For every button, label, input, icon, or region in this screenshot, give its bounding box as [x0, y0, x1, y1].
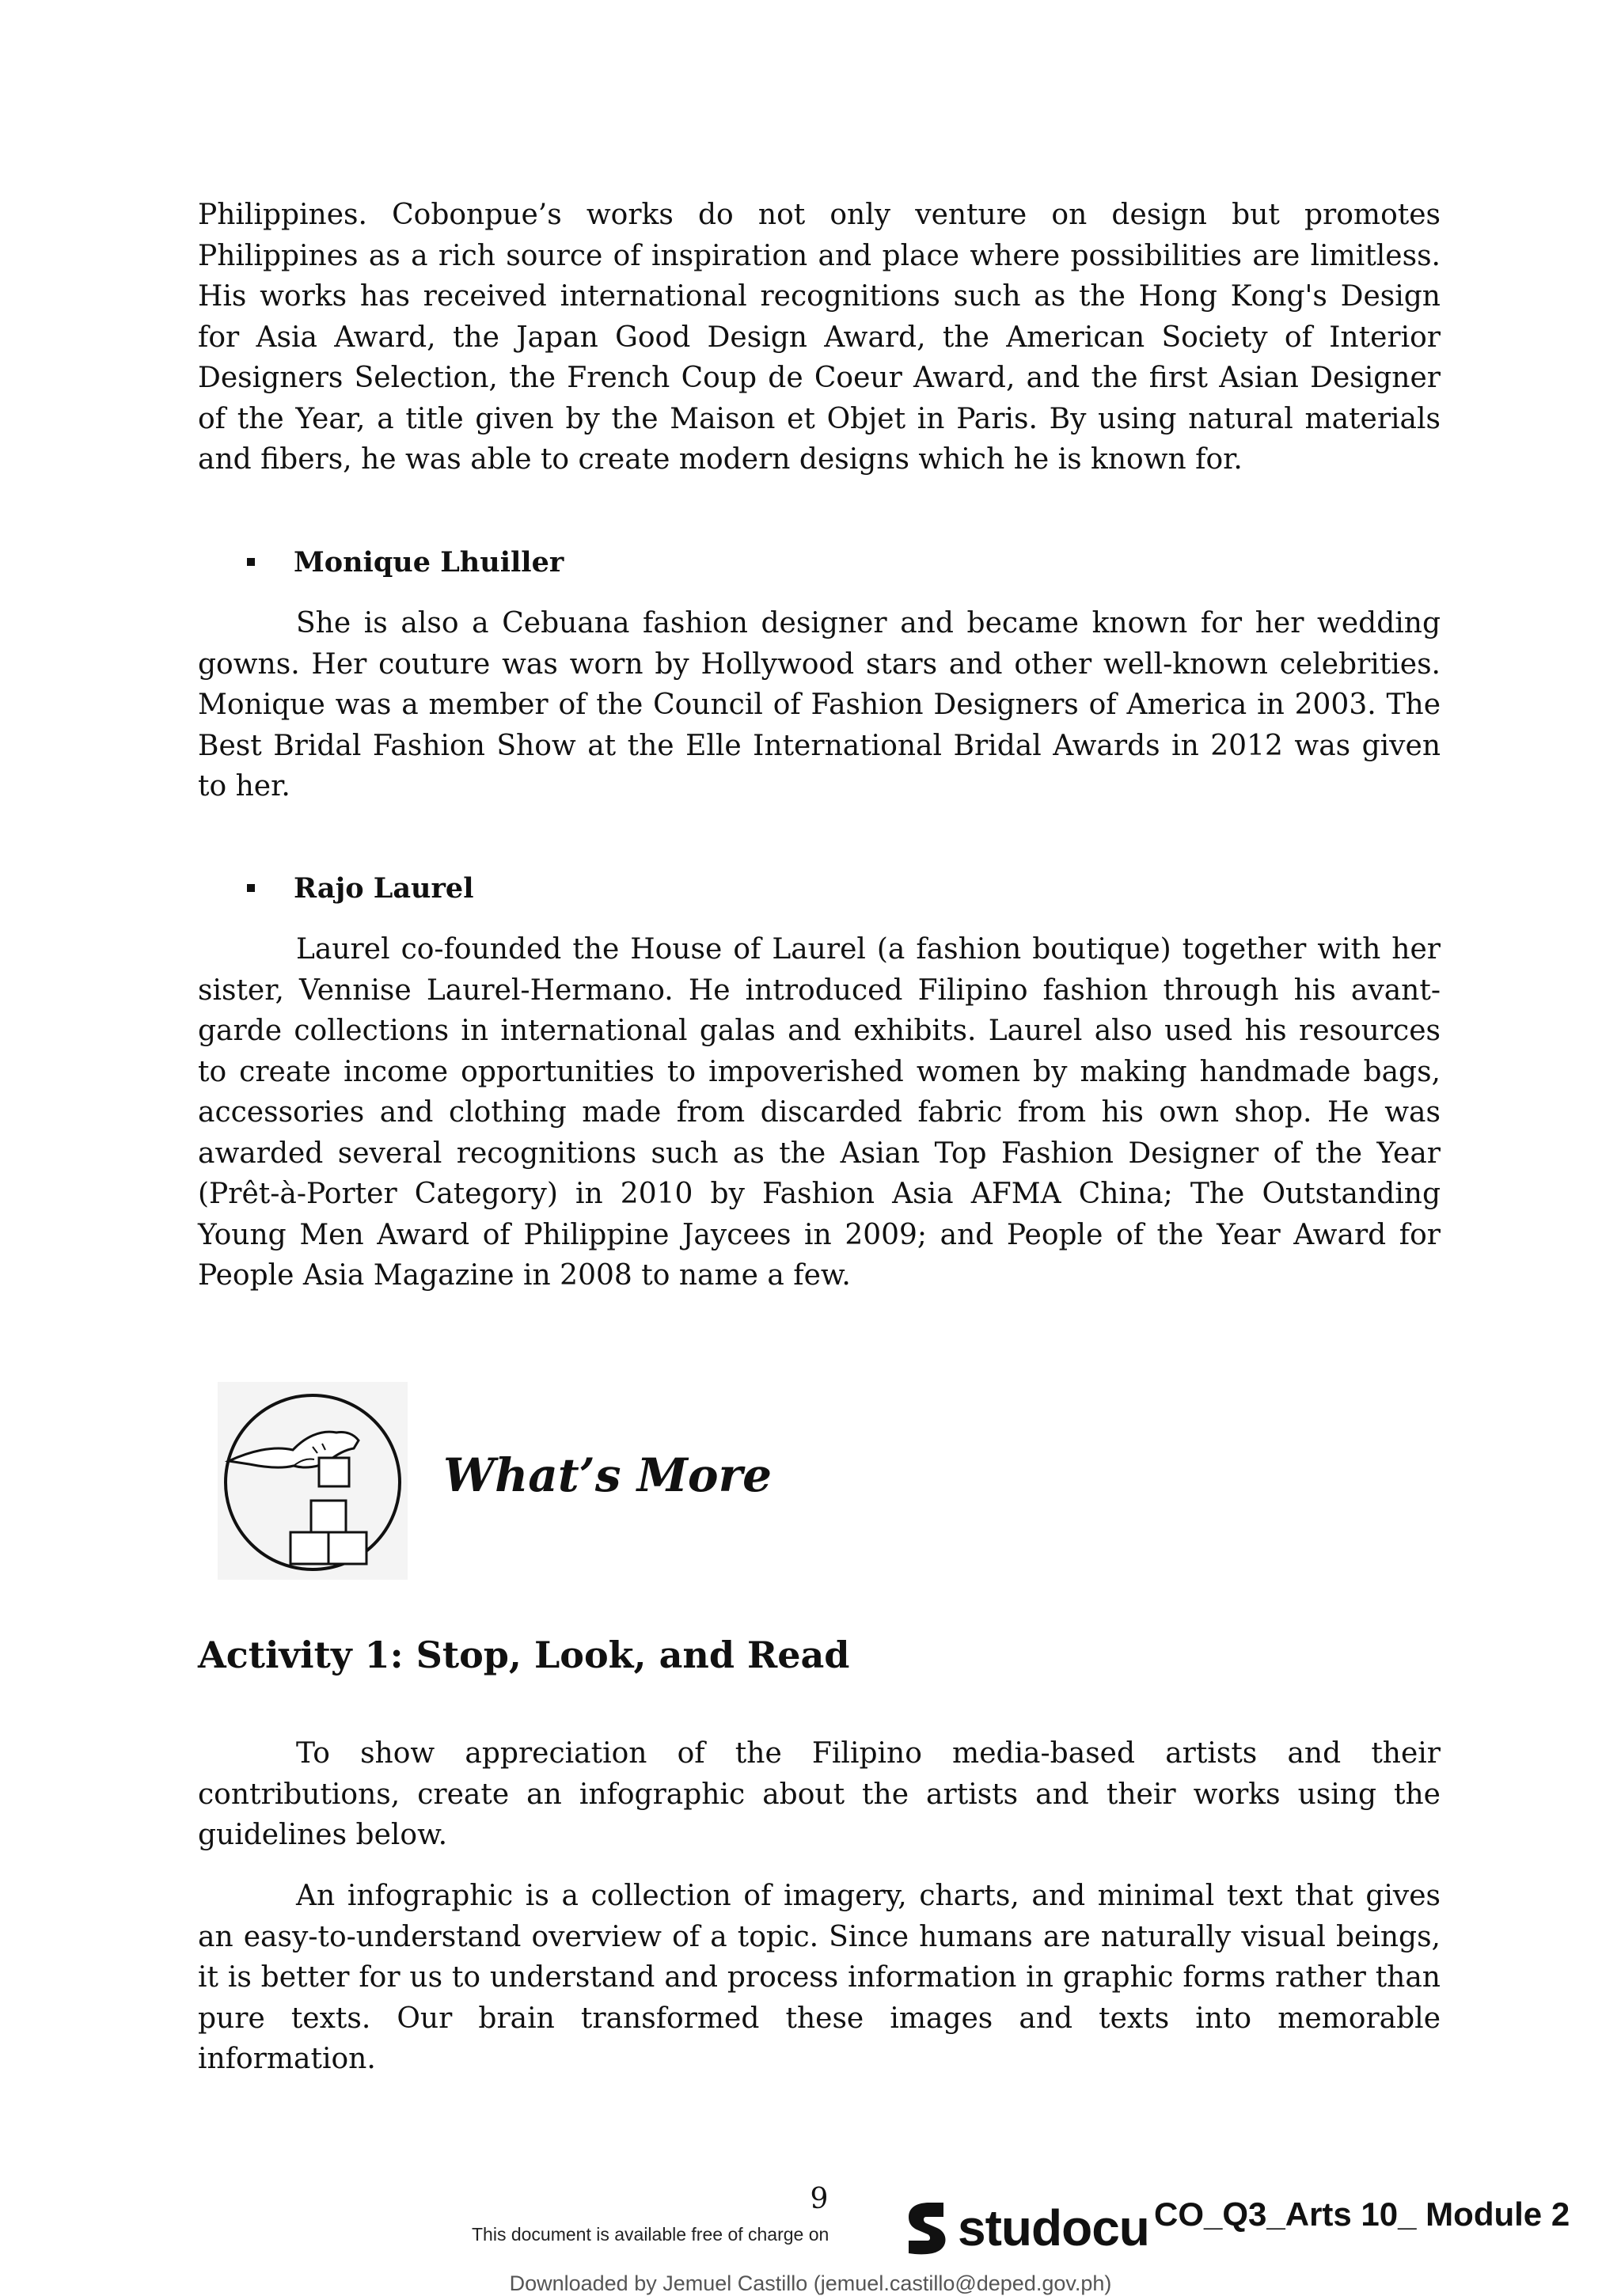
- cobonpue-paragraph: Philippines. Cobonpue’s works do not only venture on design but promotes Philippines as a rich source of inspiration and place where possibilities are limitless. His works has received international recognitions such as the Hong Kong's Design for Asia Award, the Japan Good Design Award, the American Society of Interior Designers Selection, the French Coup de Coeur Award, and the first Asian Designer of the Year, a title given by the Maison et Objet in Paris. By using natural materials and fibers, he was able to create modern designs which he is known for.: [198, 199, 1441, 476]
- free-note: This document is available free of charge on: [472, 2224, 829, 2245]
- designer-heading-laurel: [247, 867, 474, 909]
- page-number: 9: [810, 2183, 829, 2215]
- infographic-paragraph: An infographic is a collection of imagery, charts, and minimal text that gives an easy-to-understand overview of a topic. Since humans are naturally visual beings, it is better for us to understand and process information in graphic forms rather than pure texts. Our brain transformed these images and texts into memorable information.: [198, 1880, 1441, 2075]
- hand-stacking-blocks-icon: [218, 1382, 408, 1580]
- bullet-square-icon: [247, 558, 255, 566]
- studocu-wordmark: studocu: [958, 2199, 1149, 2256]
- lhuiller-paragraph: She is also a Cebuana fashion designer and became known for her wedding gowns. Her couture was worn by Hollywood stars and other well-known celebrities. Monique was a member of the Council of Fashion Designers of America in 2003. The Best Bridal Fashion Show at the Elle International Bridal Awards in 2012 was given to her.: [198, 607, 1441, 803]
- designer-name: Rajo Laurel: [294, 871, 474, 905]
- section-title: What’s More: [443, 1448, 773, 1502]
- activity-intro-paragraph: To show appreciation of the Filipino media-based artists and their contributions, create an infographic about the artists and their works using the guidelines below.: [198, 1737, 1441, 1851]
- designer-heading-lhuiller: [247, 541, 564, 583]
- bullet-square-icon: [247, 884, 255, 892]
- studocu-logo[interactable]: [902, 2199, 1149, 2257]
- laurel-paragraph: Laurel co-founded the House of Laurel (a fashion boutique) together with her sister, Vennise Laurel-Hermano. He introduced Filipino fashion through his avant-garde collections in international galas and exhibits. Laurel also used his resources to create income opportunities to impoverished women by making handmade bags, accessories and clothing made from discarded fabric from his own shop. He was awarded several recognitions such as the Asian Top Fashion Designer of the Year (Prêt-à-Porter Category) in 2010 by Fashion Asia AFMA China; The Outstanding Young Men Award of Philippine Jaycees in 2009; and People of the Year Award for People Asia Magazine in 2008 to name a few.: [198, 933, 1441, 1292]
- studocu-mark-icon: [902, 2199, 950, 2256]
- designer-name: Monique Lhuiller: [294, 545, 564, 579]
- activity-title: Activity 1: Stop, Look, and Read: [198, 1634, 850, 1676]
- module-code: CO_Q3_Arts 10_ Module 2: [1154, 2195, 1570, 2233]
- download-note: Downloaded by Jemuel Castillo (jemuel.castillo@deped.gov.ph): [509, 2271, 1112, 2295]
